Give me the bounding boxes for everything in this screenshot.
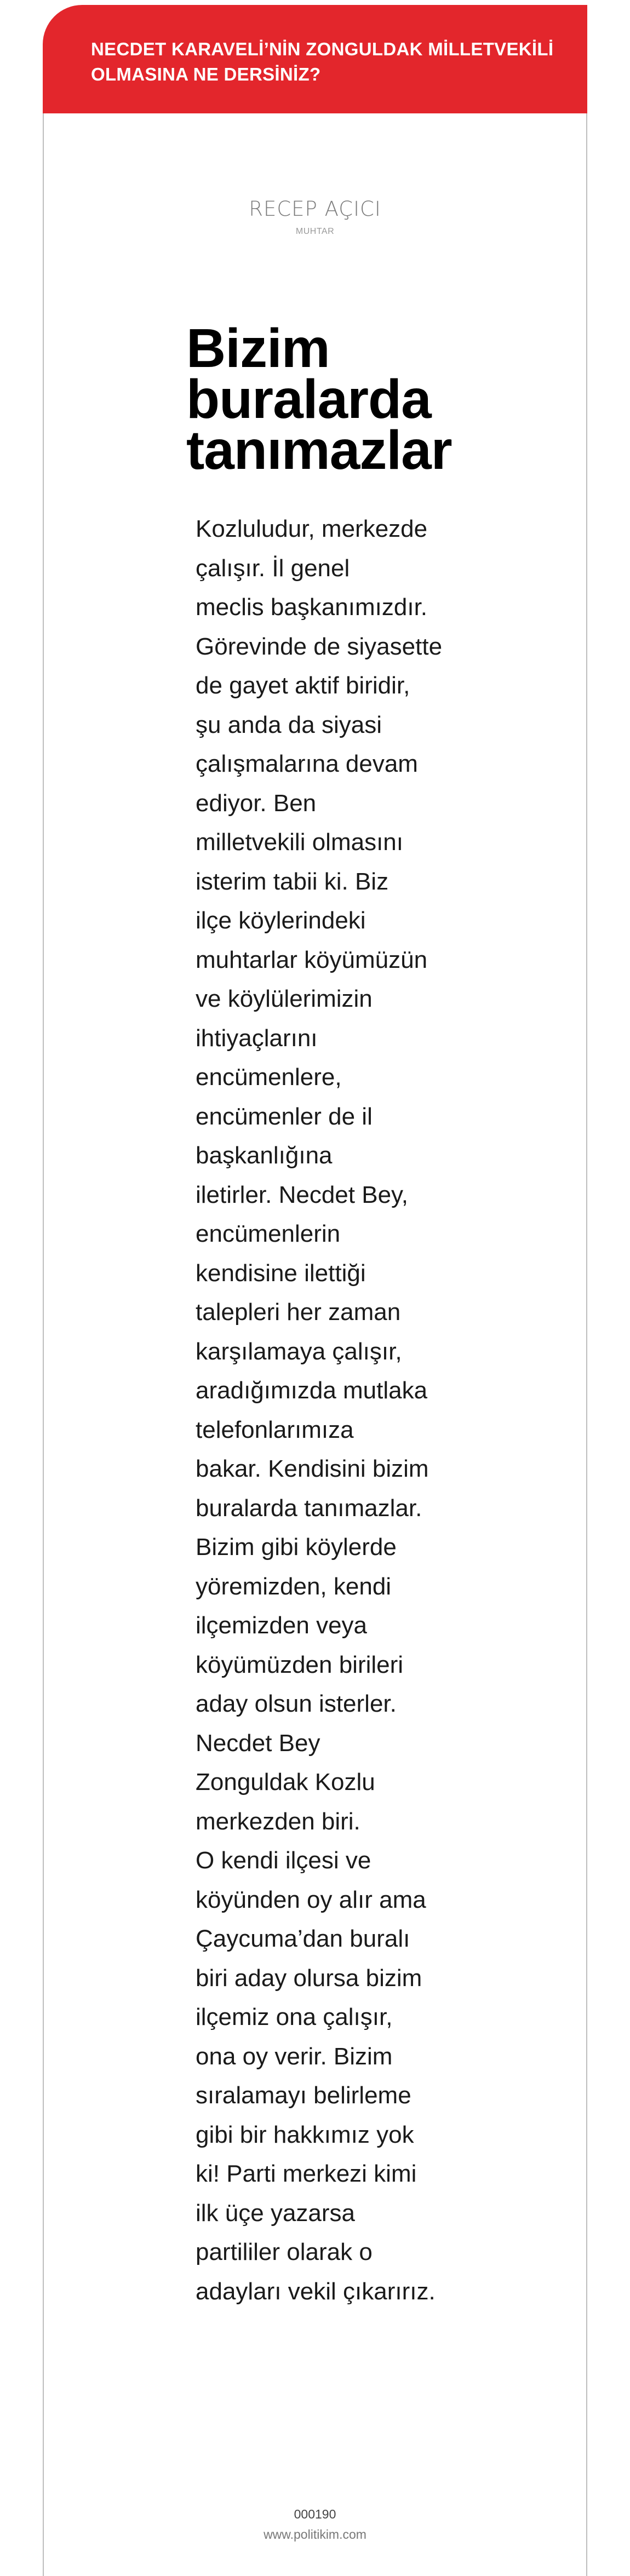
page-number: 000190: [294, 2507, 336, 2521]
banner-title: NECDET KARAVELİ’NİN ZONGULDAK MİLLETVEKİLİ OLMASINA NE DERSİNİZ?: [91, 39, 554, 84]
author-role: MUHTAR: [295, 227, 335, 236]
header-banner: [43, 5, 587, 113]
author-name: RECEP AÇICI: [249, 197, 381, 221]
site-url-link[interactable]: www.politikim.com: [264, 2527, 366, 2541]
article-headline: Bizim buralarda tanımazlar: [186, 318, 452, 481]
article-body: Kozluludur, merkezde çalışır. İl genel meclis başkanımızdır. Görevinde de siyasette de gayet aktif biridir, şu anda da siyasi çalışmalarına devam ediyor. Ben milletvekili olmasını isterim tabii ki. Biz ilçe köylerindeki muhtarlar köyümüzün ve köylülerimizin ihtiyaçlarını encümenlere, encümenler de il başkanlığına iletirler. Necdet Bey, encümenlerin kendisine ilettiği talepleri her zaman karşılamaya çalışır, aradığımızda mutlaka telefonlarımıza bakar. Kendisini bizim buralarda tanımazlar. Bizim gibi köylerde yöremizden, kendi ilçemizden veya köyümüzden birileri aday olsun isterler. Necdet Bey Zonguldak Kozlu merkezden biri. O kendi ilçesi ve köyünden oy alır ama Çaycuma’dan buralı biri aday olursa bizim ilçemiz ona çalışır, ona oy verir. Bizim sıralamayı belirleme gibi bir hakkımız yok ki! Parti merkezi kimi ilk üçe yazarsa partililer olarak o adayları vekil çıkarırız.: [196, 515, 443, 2305]
